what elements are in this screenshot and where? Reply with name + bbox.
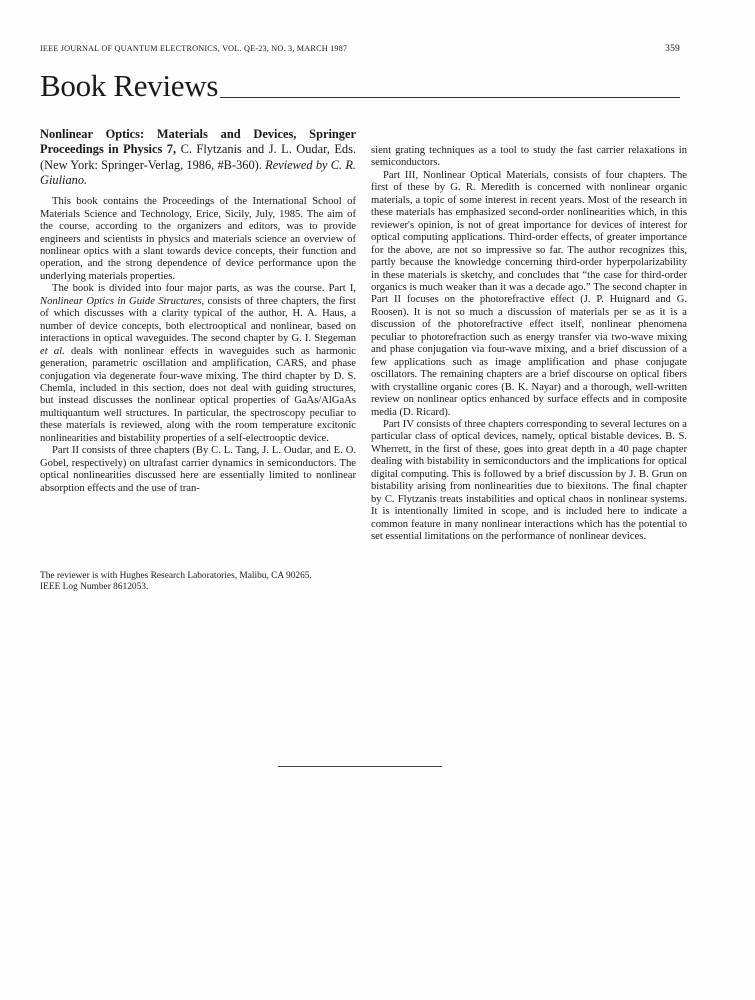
paragraph-part-four: Part IV consists of three chapters corresponding to several lectures on a particular class of optical devices, namely, optical bistable devices. B. S. Wherrett, in the first of these, goes into great depth in a 40 page chapter dealing with bistability in semiconductors and the implications for optical digital computing. This is followed by a brief discussion by J. B. Grun on bistability arising from nonlinearities due to biexitons. The final chapter by C. Flytzanis treats instabilities and optical chaos in nonlinear systems. It is intentionally limited in scope, and is included here to indicate a common feature in many nonlinear interactions which has the potential to set essential limitations on the performance of nonlinear devices. [371, 418, 687, 543]
left-column [40, 127, 356, 495]
footnote [40, 571, 360, 593]
text-run: deals with nonlinear effects in waveguides such as harmonic generation, parametric oscillation and amplification, CARS, and phase conjugation via degenerate four-wave mixing. The third chapter by D. S. Chemla, included in this section, does not deal with guiding structures, but instead discusses the nonlinear optical properties of GaAs/AlGaAs multiquantum well structures. In particular, the spectroscopy peculiar to these materials is reviewed, along with the room temperature excitonic nonlinearities and bistability properties of a self-electrooptic device. [40, 345, 356, 444]
reviewer-credit: Reviewed by C. R. Giuliano. [40, 157, 356, 187]
ieee-log-number: IEEE Log Number 8612053. [40, 582, 149, 593]
paragraph-part-three: Part III, Nonlinear Optical Materials, consists of four chapters. The first of these by G. R. Meredith is concerned with nonlinear organic materials, a topic of some interest in recent years. Most of the research in these materials has emphasized second-order nonlinearities which, in this reviewer's opinion, is not of great importance for devices of interest for optical computing applications. Third-order effects, of greater importance for the above, are not so impressive so far. The author recognizes this, partly because the knowledge concerning third-order hyperpolarizability in these materials is sketchy, and concludes that “the case for third-order organics is much weaker than it was a decade ago.” The second chapter in Part II focuses on the photorefractive effect (J. P. Huignard and G. Roosen). It is not so much a discussion of materials per se as it is a discussion of the photorefractive effect itself, nonlinear phenomena peculiar to photorefraction such as energy transfer via two-wave mixing and phase conjugation via four-wave mixing, and a brief discussion of a few applications such as image amplification and phase conjugate oscillators. The remaining chapters are a brief discourse on optical fibers with crystalline organic cores (B. K. Nayar) and a thorough, well-written review on nonlinear optics enhanced by surface effects and in composite media (D. Ricard). [371, 169, 687, 418]
paragraph-part-two: Part II consists of three chapters (By C. L. Tang, J. L. Oudar, and E. O. Gobel, respectively) on ultrafast carrier dynamics in semiconductors. The optical nonlinearities discussed here are essentially limited to nonlinear absorption effects and the use of tran- [40, 445, 356, 494]
section-title [40, 70, 680, 102]
running-head [40, 44, 680, 54]
reviewer-affiliation: The reviewer is with Hughes Research Laboratories, Malibu, CA 90265. [40, 571, 312, 581]
section-title-text: Book Reviews [40, 68, 219, 103]
book-editors: C. Flytzanis and J. L. Oudar, Eds. (New York: Springer-Verlag, 1986, #B-360). [40, 142, 357, 172]
paragraph-part-one [40, 283, 356, 445]
page-number: 359 [665, 44, 680, 54]
end-of-review-rule [278, 766, 442, 767]
journal-citation: IEEE JOURNAL OF QUANTUM ELECTRONICS, VOL. QE-23, NO. 3, MARCH 1987 [40, 44, 348, 53]
review-headline [40, 127, 356, 188]
paragraph-intro: This book contains the Proceedings of the International School of Materials Science and Technology, Erice, Sicily, July, 1985. The aim of the course, according to the organizers and editors, was to provide engineers and scientists in physics and materials science an overview of nonlinear optics with a slant towards device concepts, their function and operation, and the strong dependence of device performance upon the underlying materials properties. [40, 196, 356, 282]
et-al: et al. [40, 345, 65, 357]
book-title: Nonlinear Optics: Materials and Devices, Springer Proceedings in Physics 7, [40, 127, 356, 157]
text-run: The book is divided into four major parts, as was the course. Part I, [52, 283, 356, 295]
paragraph-continuation: sient grating techniques as a tool to study the fast carrier relaxations in semiconductors. [371, 145, 687, 169]
title-rule [220, 97, 680, 98]
part-title: Nonlinear Optics in Guide Structures [40, 295, 202, 307]
right-column [371, 145, 687, 544]
text-run: , consists of three chapters, the first of which discusses with a clarity typical of the author, H. A. Haus, a number of device concepts, both electrooptical and nonlinear, based on interactions in optical waveguides. The second chapter by G. I. Stegeman [40, 295, 356, 345]
